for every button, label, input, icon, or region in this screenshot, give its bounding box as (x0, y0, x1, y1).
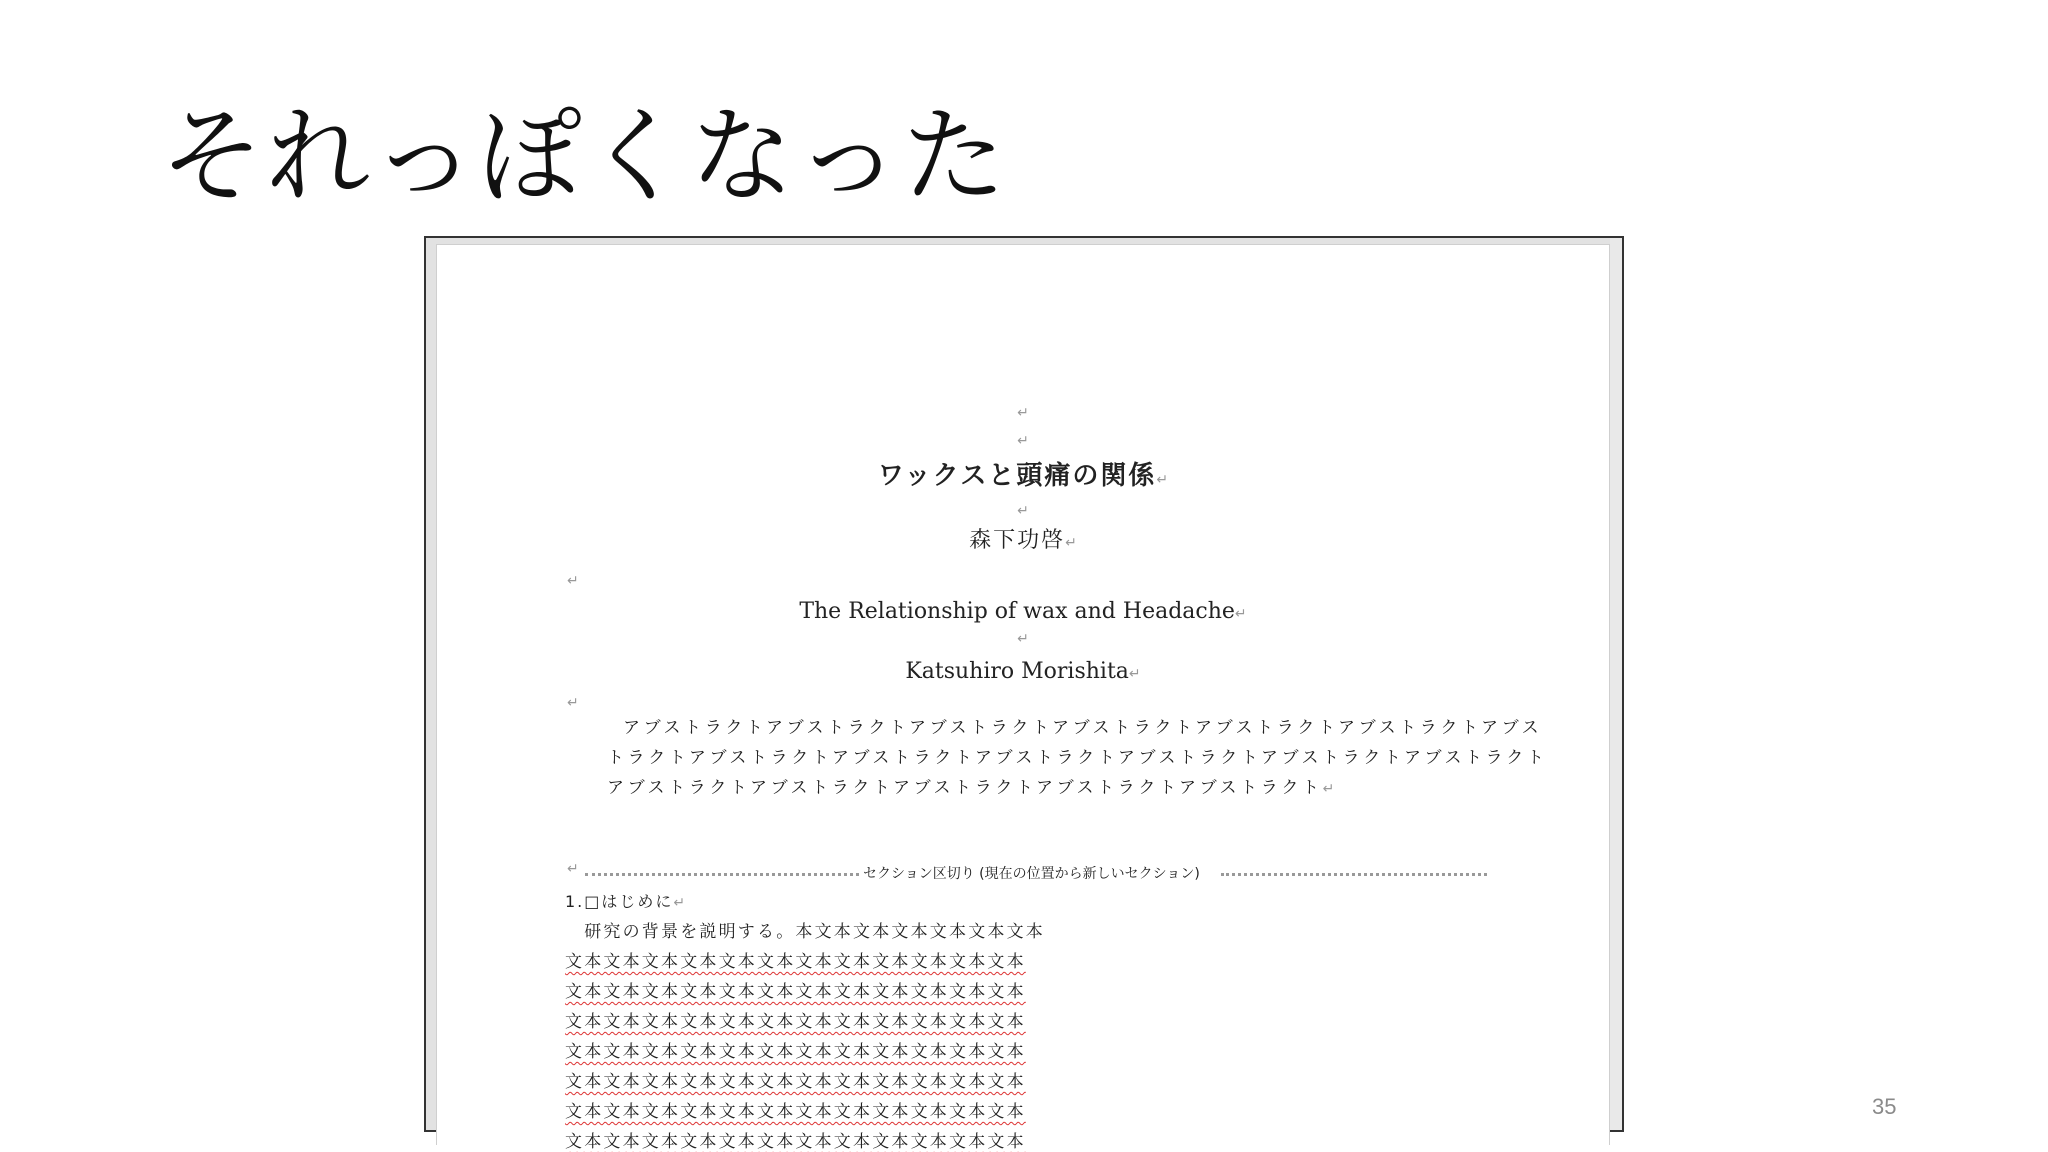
doc-title-en-line (437, 599, 1609, 624)
abstract-line: アブストラクトアブストラクトアブストラクトアブストラクトアブストラクトアブストラクトアブス (623, 718, 1543, 738)
page-edge (1610, 238, 1622, 1130)
doc-author-jp-line (437, 523, 1609, 554)
paragraph-mark: ↵ (1128, 666, 1141, 682)
document-page (436, 244, 1610, 1152)
paragraph-mark: ↵ (567, 861, 579, 877)
abstract-line: トラクトアブストラクトアブストラクトアブストラクトアブストラクトアブストラクトアブストラクト (607, 748, 1548, 768)
section-break (585, 863, 1487, 883)
heading-1-line (565, 889, 685, 912)
document-screenshot (424, 236, 1624, 1152)
body-line: 文本文本文本文本文本文本文本文本文本文本文本文本 (565, 1132, 1026, 1152)
body-line: 文本文本文本文本文本文本文本文本文本文本文本文本 (565, 1072, 1026, 1092)
paragraph-mark: ↵ (567, 573, 579, 589)
paragraph-mark: ↵ (1322, 781, 1335, 797)
paragraph-mark: ↵ (673, 895, 686, 911)
abstract-line: アブストラクトアブストラクトアブストラクトアブストラクトアブストラクト (607, 778, 1323, 798)
paragraph-mark: ↵ (1234, 606, 1247, 622)
doc-title-en: The Relationship of wax and Headache (799, 599, 1235, 624)
slide-number: 35 (1872, 1094, 1897, 1119)
body-line: 文本文本文本文本文本文本文本文本文本文本文本文本 (565, 1102, 1026, 1122)
paragraph-mark: ↵ (1017, 503, 1029, 519)
body-line: 文本文本文本文本文本文本文本文本文本文本文本文本 (565, 1012, 1026, 1032)
doc-author-jp: 森下功啓 (969, 528, 1066, 553)
abstract-last-line (607, 773, 1334, 798)
body-line: 文本文本文本文本文本文本文本文本文本文本文本文本 (565, 1042, 1026, 1062)
doc-title-jp: ワックスと頭痛の関係 (877, 461, 1157, 491)
paragraph-mark: ↵ (1065, 535, 1077, 551)
body-line: 文本文本文本文本文本文本文本文本文本文本文本文本 (565, 982, 1026, 1002)
body-line: 文本文本文本文本文本文本文本文本文本文本文本文本 (565, 952, 1026, 972)
section-break-dots-right (1221, 873, 1487, 876)
paragraph-mark: ↵ (1017, 405, 1029, 421)
slide-title: それっぽくなった (160, 95, 1009, 217)
body-line: 研究の背景を説明する。本文本文本文本文本文本文本 (565, 922, 1045, 942)
doc-author-en-line (437, 659, 1609, 684)
section-break-dots-left (585, 873, 859, 876)
paragraph-mark: ↵ (1017, 433, 1029, 449)
paragraph-mark: ↵ (1017, 631, 1029, 647)
paragraph-mark: ↵ (567, 695, 579, 711)
heading-1: 1.□はじめに (565, 892, 674, 911)
doc-title-jp-line (437, 455, 1609, 492)
doc-author-en: Katsuhiro Morishita (905, 659, 1129, 684)
section-break-label: セクション区切り (現在の位置から新しいセクション) (863, 866, 1200, 882)
paragraph-mark: ↵ (1156, 472, 1169, 488)
